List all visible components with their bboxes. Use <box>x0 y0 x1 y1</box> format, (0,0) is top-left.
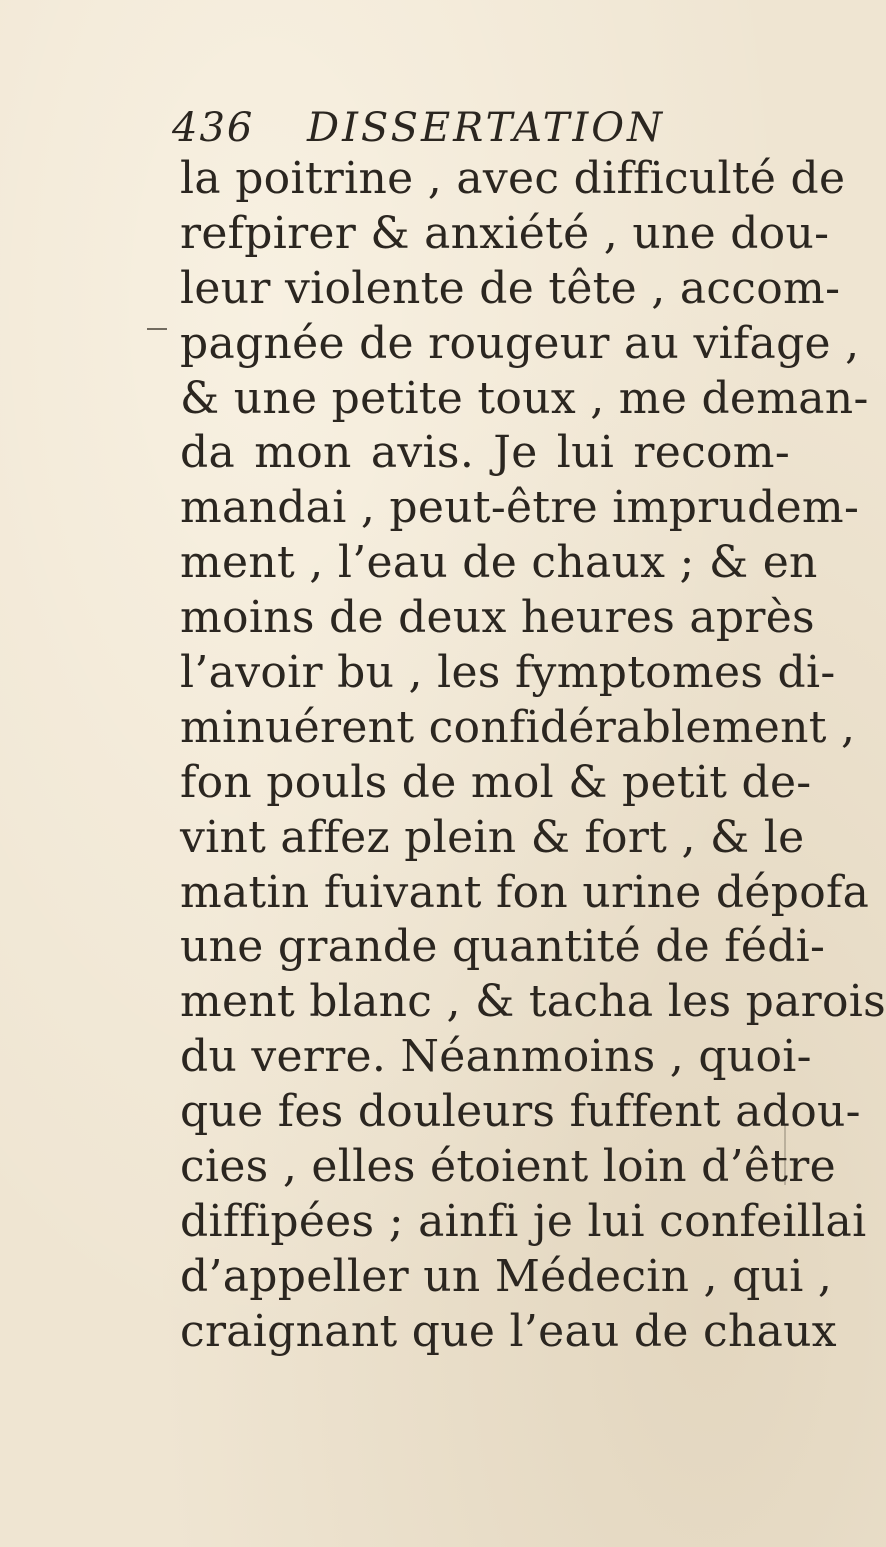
text-line: que fes douleurs fuffent adou- <box>180 1086 861 1138</box>
running-head <box>172 105 772 157</box>
text-line: mandai , peut-être imprudem- <box>180 482 860 534</box>
text-line: vint affez plein & fort , & le <box>180 811 805 863</box>
body-text <box>180 152 886 1360</box>
text-line: fon pouls de mol & petit de- <box>180 756 812 808</box>
text-line: minuérent confidérablement , <box>180 701 856 753</box>
text-line: matin fuivant fon urine dépofa <box>180 866 870 918</box>
margin-mark <box>147 328 167 330</box>
text-line: la poitrine , avec difficulté de <box>180 153 846 204</box>
text-line: leur violente de tête , accom- <box>180 262 841 314</box>
text-line: l’avoir bu , les fymptomes di- <box>180 647 836 699</box>
text-line: d’appeller un Médecin , qui , <box>180 1250 833 1302</box>
text-line: ment blanc , & tacha les parois <box>180 976 886 1028</box>
text-line: ment , l’eau de chaux ; & en <box>180 537 818 589</box>
text-line: du verre. Néanmoins , quoi- <box>180 1031 812 1083</box>
text-line: moins de deux heures après <box>180 592 815 644</box>
page-number: 436 <box>172 105 255 151</box>
text-line: pagnée de rougeur au vifage , <box>180 317 860 369</box>
text-line: refpirer & anxiété , une dou- <box>180 207 830 259</box>
text-line: cies , elles étoient loin d’être <box>180 1141 836 1193</box>
text-line: craignant que l’eau de chaux <box>180 1305 837 1357</box>
text-line: une grande quantité de fédi- <box>180 921 826 973</box>
text-line: diffipées ; ainfi je lui confeillai <box>180 1195 867 1247</box>
text-line: da mon avis. Je lui recom- <box>180 427 790 479</box>
text-line: & une petite toux , me deman- <box>180 372 869 424</box>
running-title: DISSERTATION <box>307 105 666 151</box>
